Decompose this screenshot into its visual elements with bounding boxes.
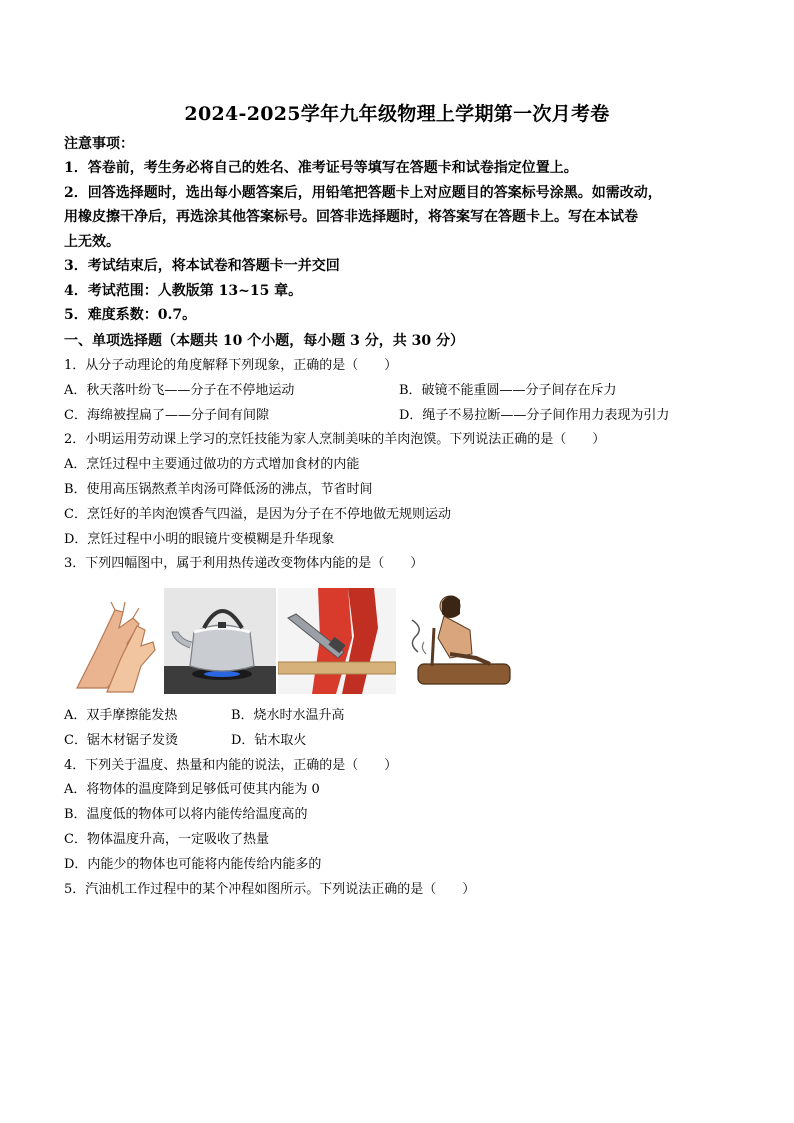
rubbing-hands-image (67, 588, 163, 694)
note-item: 4．考试范围：人教版第 13~15 章。 (64, 282, 303, 299)
option-b: B．烧水时水温升高 (231, 708, 345, 723)
option-d: D．绳子不易拉断——分子间作用力表现为引力 (399, 407, 670, 423)
option-c: C．锯木材锯子发烫 (64, 732, 178, 748)
option-b: B．破镜不能重圆——分子间存在斥力 (399, 382, 617, 398)
q3-figures (67, 588, 517, 694)
question-1 (64, 354, 744, 577)
option-d: D．内能少的物体也可能将内能传给内能多的 (64, 856, 322, 872)
option-d: D．烹饪过程中小明的眼镜片变模糊是升华现象 (64, 531, 335, 547)
note-item: 3．考试结束后，将本试卷和答题卡一并交回 (64, 258, 340, 274)
drilling-wood-fire-image (398, 588, 517, 694)
note-item: 2．回答选择题时，选出每小题答案后，用铅笔把答题卡上对应题目的答案标号涂黑。如需改动， (64, 184, 662, 201)
notes-heading: 注意事项： (64, 136, 134, 152)
section-heading: 一、单项选择题（本题共 10 个小题，每小题 3 分，共 30 分） (64, 333, 464, 349)
option-a: A．烹饪过程中主要通过做功的方式增加食材的内能 (64, 457, 360, 473)
option-b: B．温度低的物体可以将内能传给温度高的 (64, 807, 308, 823)
option-c: C．烹饪好的羊肉泡馍香气四溢，是因为分子在不停地做无规则运动 (64, 506, 451, 522)
question-3-options (64, 704, 744, 902)
question-stem: 2．小明运用劳动课上学习的烹饪技能为家人烹制美味的羊肉泡馍。下列说法正确的是（ ） (64, 432, 606, 448)
question-stem: 1．从分子动理论的角度解释下列现象，正确的是（ ） (64, 358, 398, 373)
option-a: A．秋天落叶纷飞——分子在不停地运动 (64, 382, 295, 398)
note-item: 1．答卷前，考生务必将自己的姓名、准考证号等填写在答题卡和试卷指定位置上。 (64, 160, 578, 176)
question-stem: 3．下列四幅图中，属于利用热传递改变物体内能的是（ ） (64, 556, 424, 572)
note-item: 5．难度系数：0.7。 (64, 307, 197, 323)
kettle-image (164, 588, 276, 694)
question-stem: 4．下列关于温度、热量和内能的说法，正确的是（ ） (64, 757, 398, 773)
option-b: B．使用高压锅熬煮羊肉汤可降低汤的沸点，节省时间 (64, 481, 373, 497)
question-stem: 5．汽油机工作过程中的某个冲程如图所示。下列说法正确的是（ ） (64, 881, 476, 897)
note-item: 上无效。 (64, 233, 120, 250)
sawing-wood-image (278, 588, 396, 694)
option-d: D．钻木取火 (231, 732, 307, 748)
option-a: A．将物体的温度降到足够低可使其内能为 0 (64, 782, 320, 798)
note-item: 用橡皮擦干净后，再选涂其他答案标号。回答非选择题时，将答案写在答题卡上。写在本试卷 (64, 209, 638, 225)
option-a: A．双手摩擦能发热 (64, 708, 178, 723)
option-c: C．海绵被捏扁了——分子间有间隙 (64, 407, 269, 423)
notes-list (64, 156, 734, 328)
option-c: C．物体温度升高，一定吸收了热量 (64, 831, 269, 847)
exam-title: 2024-2025学年九年级物理上学期第一次月考卷 (184, 103, 610, 125)
